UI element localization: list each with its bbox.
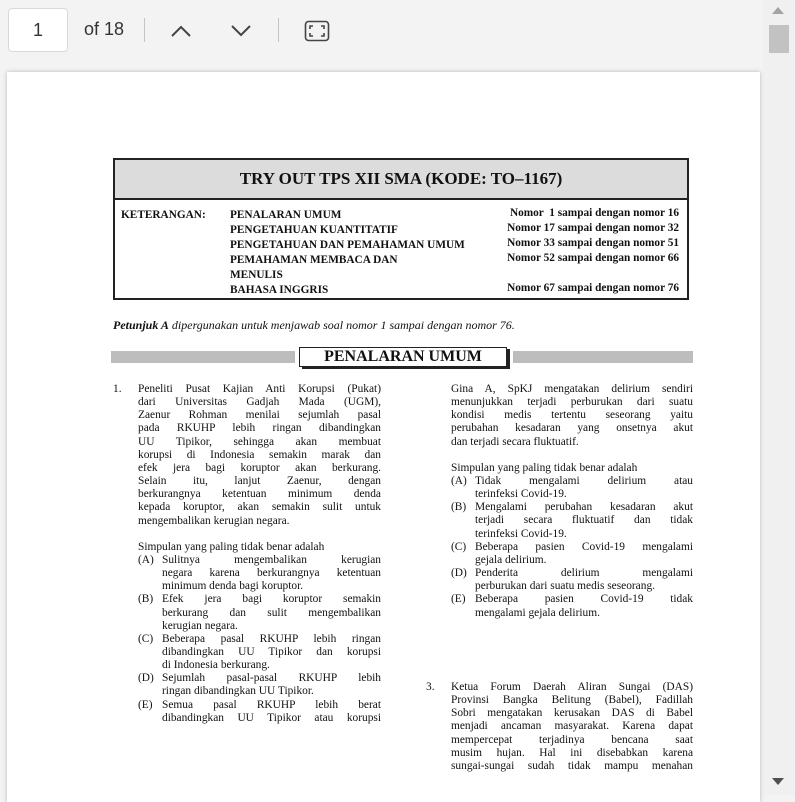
option-text: di Indonesia berkurang. <box>162 659 270 672</box>
text-line: pada RKUHP lebih ringan dibandingkan <box>138 422 381 435</box>
text-line: dan terjadi secara fluktuatif. <box>451 435 579 448</box>
option-letter: (E) <box>451 593 466 606</box>
answer-option <box>138 593 381 632</box>
text-line: musim hujan. Hal ini disebabkan karena <box>451 746 693 759</box>
range-item: Nomor 17 sampai dengan nomor 32 <box>507 222 679 234</box>
answer-option <box>451 541 693 567</box>
option-text: perburukan dari suatu medis seseorang. <box>475 580 655 593</box>
question-prompt: Simpulan yang paling tidak benar adalah <box>138 540 325 553</box>
text-line: Ketua Forum Daerah Aliran Sungai (DAS) <box>451 681 693 693</box>
text-line: mengembalikan kerugian negara. <box>138 514 290 527</box>
vertical-scrollbar[interactable] <box>763 0 795 795</box>
answer-option <box>138 672 381 698</box>
option-text: terinfeksi Covid-19. <box>475 488 567 501</box>
toolbar-separator <box>278 18 279 42</box>
section-bar-left <box>111 351 295 363</box>
option-letter: (C) <box>451 540 467 553</box>
option-text: Beberapa pasien Covid-19 mengalami <box>475 540 693 553</box>
question-1 <box>138 383 381 725</box>
subject-item: PENGETAHUAN DAN PEMAHAMAN UMUM <box>230 239 465 251</box>
toolbar-separator <box>144 18 145 42</box>
section-heading <box>111 347 693 367</box>
text-line: berkurangnya ketentuan minimum denda <box>138 488 381 501</box>
text-line: UU Tipikor, sehingga akan membuat <box>138 435 381 448</box>
question-number: 3. <box>426 681 435 693</box>
option-text: minimum denda bagi koruptor. <box>162 580 304 593</box>
option-text: Sulitnya mengembalikan kerugian <box>162 553 381 566</box>
instruction-rest: dipergunakan untuk menjawab soal nomor 1 sampai dengan nomor 76. <box>168 318 515 332</box>
text-line: korupsi di Indonesia semakin marak dan <box>138 448 381 461</box>
text-line: Selain itu, lanjut Zaenur, dengan <box>138 475 381 488</box>
fullscreen-icon <box>304 20 330 42</box>
text-line: kepada koruptor, akan semakin sulit untuk <box>138 501 381 514</box>
text-line: perubahan kesadaran yang onsetnya akut <box>451 422 693 435</box>
option-text: Semua pasal RKUHP lebih berat <box>162 698 381 711</box>
section-bar-right <box>513 351 693 363</box>
page-count-label: of 18 <box>84 19 125 39</box>
chevron-up-icon <box>170 24 192 38</box>
page-number-input[interactable] <box>8 8 68 52</box>
text-line: Provinsi Bangka Belitung (Babel), Fadillah <box>451 694 693 707</box>
option-letter: (D) <box>451 567 467 580</box>
text-line: efek jera bagi koruptor akan berkurang. <box>138 461 381 474</box>
option-letter: (C) <box>138 632 154 645</box>
option-text: Beberapa pasien Covid-19 tidak <box>475 593 693 606</box>
answer-option <box>138 633 381 672</box>
answer-option <box>451 567 693 593</box>
subject-item: PENALARAN UMUM <box>230 209 342 221</box>
option-text: Mengalami perubahan kesadaran akut <box>475 501 693 514</box>
exam-header-box <box>113 158 689 300</box>
option-letter: (E) <box>138 698 153 711</box>
answer-option <box>138 554 381 593</box>
answer-option <box>451 475 693 501</box>
option-text: Beberapa pasal RKUHP lebih ringan <box>162 632 381 645</box>
subject-list <box>230 208 465 298</box>
text-line: dari Universitas Gadjah Mada (UGM), <box>138 396 381 409</box>
text-line: Gina A, SpKJ mengatakan delirium sendiri <box>451 383 693 395</box>
option-text: Efek jera bagi koruptor semakin <box>162 593 381 606</box>
text-line: menjadi ancaman masyarakat. Karena dapat <box>451 720 693 733</box>
scroll-down-arrow-icon[interactable] <box>772 778 784 785</box>
option-letter: (B) <box>138 593 154 606</box>
section-title: PENALARAN UMUM <box>299 347 507 367</box>
question-3 <box>451 681 693 773</box>
option-letter: (A) <box>451 474 467 487</box>
option-letter: (A) <box>138 553 154 566</box>
option-text: berkurang dan sulit mengembalikan <box>162 606 381 619</box>
pdf-page <box>7 72 760 802</box>
previous-page-button[interactable] <box>164 14 198 48</box>
option-text: dibandingkan UU Tipikor dan korupsi <box>162 645 381 658</box>
option-text: gejala delirium. <box>475 553 547 566</box>
answer-option <box>138 699 381 725</box>
option-text: terinfeksi Covid-19. <box>475 527 567 540</box>
next-page-button[interactable] <box>224 14 258 48</box>
question-prompt: Simpulan yang paling tidak benar adalah <box>451 461 638 474</box>
subject-item: BAHASA INGGRIS <box>230 284 329 296</box>
option-text: kerugian negara. <box>162 619 238 632</box>
range-item: Nomor 33 sampai dengan nomor 51 <box>507 237 679 249</box>
question-2-continued <box>451 383 693 620</box>
instruction-bold: Petunjuk A <box>113 318 169 332</box>
text-line: menunjukkan terjadi perburukan dari suatu <box>451 396 693 409</box>
pdf-toolbar <box>0 0 763 62</box>
scroll-up-arrow-icon[interactable] <box>772 7 784 14</box>
subject-item: PENGETAHUAN KUANTITATIF <box>230 224 398 236</box>
text-line: Peneliti Pusat Kajian Anti Korupsi (Pukat) <box>138 383 381 395</box>
question-number: 1. <box>113 383 122 395</box>
text-line: sungai-sungai sudah tidak mampu menahan <box>451 759 693 772</box>
answer-option <box>451 593 693 619</box>
option-text: mengalami gejala delirium. <box>475 606 600 619</box>
fit-page-button[interactable] <box>300 14 334 48</box>
number-range-list <box>507 206 679 296</box>
subject-item: MENULIS <box>230 269 283 281</box>
option-letter: (B) <box>451 501 467 514</box>
text-line: mempercepat terjadinya bencana saat <box>451 733 693 746</box>
chevron-down-icon <box>230 24 252 38</box>
option-text: Sejumlah pasal-pasal RKUHP lebih <box>162 672 381 685</box>
option-text: Tidak mengalami delirium atau <box>475 474 693 487</box>
option-text: ringan dibandingkan UU Tipikor. <box>162 685 314 698</box>
keterangan-label: KETERANGAN: <box>121 209 206 221</box>
text-line: Sobri mengatakan kerusakan DAS di Babel <box>451 707 693 720</box>
text-line: kondisi medis tertentu seseorang yaitu <box>451 409 693 422</box>
range-item: Nomor 67 sampai dengan nomor 76 <box>507 282 679 294</box>
range-item: Nomor 1 sampai dengan nomor 16 <box>509 207 679 219</box>
option-text: negara karena berkurangnya ketentuan <box>162 567 381 580</box>
instruction-text <box>113 318 515 333</box>
range-item: Nomor 52 sampai dengan nomor 66 <box>507 252 679 264</box>
scrollbar-thumb[interactable] <box>769 25 789 53</box>
exam-title: TRY OUT TPS XII SMA (KODE: TO–1167) <box>115 160 687 200</box>
option-text: terjadi secara fluktuatif dan tidak <box>475 514 693 527</box>
option-text: dibandingkan UU Tipikor atau korupsi <box>162 711 381 724</box>
option-text: Penderita delirium mengalami <box>475 567 693 580</box>
subject-item: PEMAHAMAN MEMBACA DAN <box>230 254 398 266</box>
option-letter: (D) <box>138 672 154 685</box>
answer-option <box>451 501 693 540</box>
text-line: Zaenur Rohman menilai sejumlah pasal <box>138 409 381 422</box>
